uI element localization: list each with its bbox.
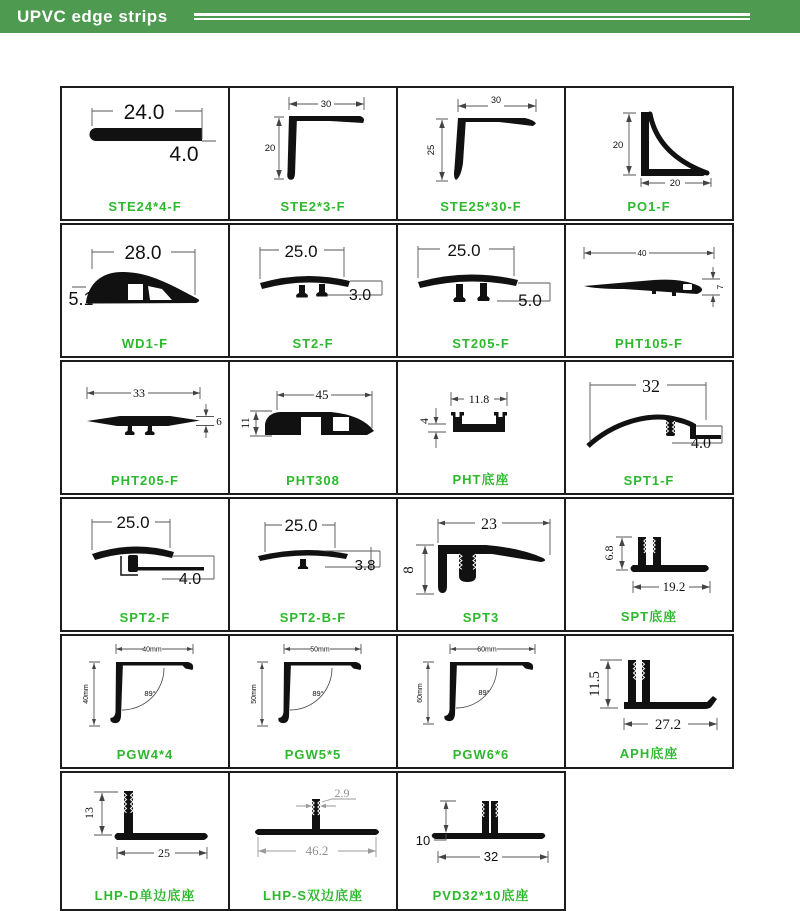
dim-left: 6.8 <box>602 545 616 561</box>
dim-left: 60mm <box>417 683 424 703</box>
product-cell-spt3 <box>398 499 566 630</box>
profile-drawing <box>230 225 396 325</box>
dim-top: 28.0 <box>124 243 162 264</box>
profile-drawing <box>398 225 564 325</box>
profile-drawing <box>566 636 732 736</box>
dim-right: 4.0 <box>178 571 202 588</box>
product-label: PHT105-F <box>615 336 683 351</box>
header-divider-line <box>194 13 750 20</box>
profile-drawing <box>398 773 564 873</box>
catalog-row <box>60 634 734 769</box>
profile-drawing <box>398 88 564 188</box>
dim-right: 5.0 <box>518 291 542 310</box>
dim-bottom: 46.2 <box>305 843 329 858</box>
product-cell-pgw6-6 <box>398 636 566 767</box>
profile-drawing <box>62 773 228 873</box>
product-label: PHT底座 <box>452 472 510 487</box>
dim-top: 30 <box>490 95 502 105</box>
profile-drawing <box>62 362 228 462</box>
product-label: SPT2-F <box>119 610 171 625</box>
product-label: STE25*30-F <box>440 199 522 214</box>
product-cell-spt-base <box>566 499 732 630</box>
profile-drawing <box>62 225 228 325</box>
product-label: LHP-S双边底座 <box>262 888 363 903</box>
profile-drawing <box>566 225 732 325</box>
dim-left: 8 <box>401 566 417 574</box>
dim-top: 50mm <box>310 646 330 654</box>
profile-drawing <box>566 499 732 599</box>
dim-top: 25.0 <box>116 513 150 532</box>
product-label: PHT205-F <box>111 473 179 488</box>
product-label: PGW5*5 <box>284 747 342 762</box>
dim-top: 23 <box>481 516 497 533</box>
product-label: PO1-F <box>627 199 671 214</box>
dim-top: 30 <box>320 99 332 110</box>
dim-right: 3.0 <box>348 287 372 304</box>
dim-bottom: 19.2 <box>662 579 686 594</box>
product-label: ST205-F <box>452 336 510 351</box>
dim-right: 4.0 <box>691 435 711 452</box>
product-label: WD1-F <box>121 336 169 351</box>
catalog-row <box>60 497 734 632</box>
product-cell-pht-base <box>398 362 566 493</box>
product-label: STE2*3-F <box>280 199 346 214</box>
dim-left: 13 <box>82 807 96 819</box>
dim-bottom: 27.2 <box>654 717 682 733</box>
product-label: PVD32*10底座 <box>432 888 530 903</box>
product-cell-ste2-3-f <box>230 88 398 219</box>
dim-left: 10 <box>415 833 431 848</box>
product-label: LHP-D单边底座 <box>94 888 196 903</box>
profile-drawing <box>230 773 396 873</box>
profile-drawing <box>398 499 564 599</box>
dim-angle: 89° <box>144 689 156 698</box>
product-label: STE24*4-F <box>108 199 182 214</box>
profile-drawing <box>230 362 396 462</box>
dim-right: 3.8 <box>354 557 376 574</box>
dim-top: 33 <box>133 386 145 400</box>
dim-bottom: 32 <box>483 849 499 864</box>
product-cell-st2-f <box>230 225 398 356</box>
product-cell-st205-f <box>398 225 566 356</box>
dim-angle: 89° <box>312 689 324 698</box>
profile-drawing <box>566 362 732 462</box>
product-label: PGW6*6 <box>452 747 510 762</box>
dim-top: 11.8 <box>468 392 490 406</box>
dim-left: 4 <box>417 418 431 424</box>
product-cell-spt2-f <box>62 499 230 630</box>
profile-drawing <box>62 499 228 599</box>
product-label: APH底座 <box>619 746 679 761</box>
dim-left: 5.1 <box>68 289 94 309</box>
profile-drawing <box>398 362 564 462</box>
product-cell-ste24-4-f <box>62 88 230 219</box>
catalog-row <box>60 771 566 911</box>
dim-left: 11.5 <box>587 671 603 697</box>
profile-drawing <box>62 88 228 188</box>
dim-top: 2.9 <box>334 786 350 800</box>
dim-bottom: 25 <box>158 846 170 860</box>
catalog-row <box>60 86 734 221</box>
dim-angle: 89° <box>478 688 490 697</box>
product-cell-wd1-f <box>62 225 230 356</box>
dim-bottom: 20 <box>669 178 681 188</box>
dim-right: 7 <box>716 284 725 290</box>
dim-top: 45 <box>315 387 329 402</box>
dim-right: 6 <box>216 416 222 428</box>
dim-top: 32 <box>642 376 660 396</box>
product-cell-spt1-f <box>566 362 732 493</box>
dim-left: 40mm <box>83 684 90 704</box>
profile-drawing <box>566 88 732 188</box>
profile-drawing <box>398 636 564 736</box>
product-cell-aph-base <box>566 636 732 767</box>
product-cell-pht205-f <box>62 362 230 493</box>
dim-top: 60mm <box>477 646 497 654</box>
product-label: SPT1-F <box>623 473 675 488</box>
dim-top: 25.0 <box>284 242 318 261</box>
dim-left: 50mm <box>251 684 258 704</box>
product-cell-ste25-30-f <box>398 88 566 219</box>
dim-left: 20 <box>264 143 276 154</box>
catalog-row <box>60 360 734 495</box>
dim-top: 24.0 <box>123 101 165 124</box>
profile-drawing <box>62 636 228 736</box>
dim-top: 25.0 <box>284 516 318 535</box>
page-title: UPVC edge strips <box>17 6 168 26</box>
product-label: SPT3 <box>462 610 500 625</box>
product-cell-pht308 <box>230 362 398 493</box>
profile-drawing <box>230 88 396 188</box>
product-label: PGW4*4 <box>116 747 174 762</box>
product-label: SPT2-B-F <box>279 610 347 625</box>
dim-top: 40mm <box>142 646 162 654</box>
profile-catalog-grid <box>60 86 800 911</box>
profile-drawing <box>230 499 396 599</box>
profile-drawing <box>230 636 396 736</box>
dim-left: 25 <box>426 144 437 156</box>
product-cell-spt2-b-f <box>230 499 398 630</box>
product-cell-pgw4-4 <box>62 636 230 767</box>
product-label: SPT底座 <box>620 609 678 624</box>
dim-right: 4.0 <box>169 143 199 166</box>
dim-left: 20 <box>612 140 624 151</box>
product-label: PHT308 <box>286 473 340 488</box>
product-label: ST2-F <box>292 336 334 351</box>
dim-top: 25.0 <box>447 241 481 260</box>
catalog-row <box>60 223 734 358</box>
product-cell-pgw5-5 <box>230 636 398 767</box>
product-cell-pht105-f <box>566 225 732 356</box>
product-cell-po1-f <box>566 88 732 219</box>
page-header <box>0 0 800 33</box>
dim-left: 11 <box>238 417 252 429</box>
dim-top: 40 <box>637 249 647 258</box>
